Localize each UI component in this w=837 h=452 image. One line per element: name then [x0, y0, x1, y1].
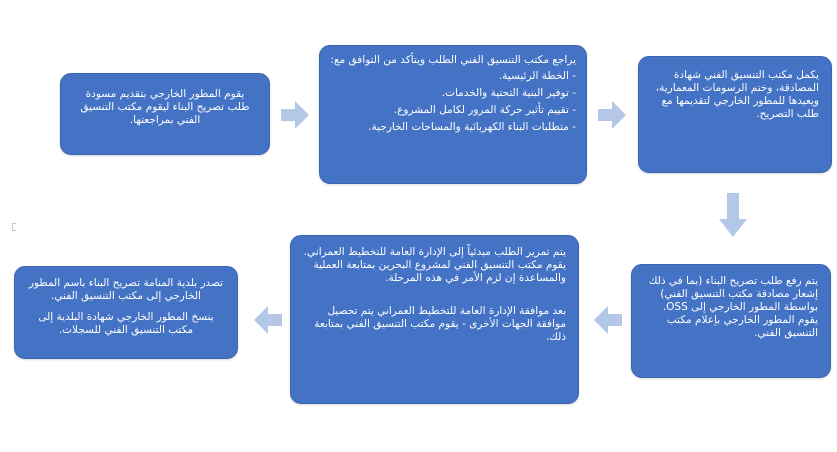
step2-box	[319, 45, 587, 184]
step4-box	[631, 264, 831, 378]
step2-item-4: - متطلبات البناء الكهربائية والمساحات الخارجية.	[368, 121, 576, 133]
step1-text: يقوم المطور الخارجي بتقديم مسودة طلب تصريح البناء ليقوم مكتب التنسيق الفني بمراجعتها.	[80, 88, 250, 126]
step5-para1: يتم تمرير الطلب مبدئياً إلى الإدارة العامة للتخطيط العمراني. يقوم مكتب التنسيق الفني لمشروع البحرين بمتابعة العملية والمساعدة إن لزم الأمر في هذه المرحلة.	[303, 246, 566, 284]
step2-item-3: - تقييم تأثير حركة المرور لكامل المشروع.	[393, 104, 576, 116]
step4-text: يتم رفع طلب تصريح البناء (بما في ذلك إشعار مصادقة مكتب التنسيق الفني) بواسطة المطور الخارجي إلى OSS. يقوم المطور الخارجي بإعلام مكتب التنسيق الفني.	[648, 275, 818, 339]
step3-box	[638, 56, 832, 173]
arrow-step4-to-step5	[594, 306, 622, 334]
page-edge-marker	[12, 223, 16, 231]
arrow-step3-to-step4	[719, 193, 747, 237]
arrow-step1-to-step2	[281, 101, 309, 129]
step2-item-1: - الخطة الرئيسية.	[498, 70, 576, 82]
step2-item-2: - توفير البنية التحتية والخدمات.	[441, 87, 576, 99]
step2-intro: يراجع مكتب التنسيق الفني الطلب ويتأكد من التوافق مع:	[330, 54, 576, 66]
step5-box	[290, 235, 579, 404]
arrow-step5-to-step6	[254, 306, 282, 334]
step6-box	[14, 266, 238, 359]
step6-para2: ينسخ المطور الخارجي شهادة البلدية إلى مكتب التنسيق الفني للسجلات.	[38, 311, 214, 336]
step3-text: يكمل مكتب التنسيق الفني شهادة المصادقة، وختم الرسومات المعمارية، ويعيدها للمطور الخارجي لتقديمها مع طلب التصريح.	[655, 69, 819, 120]
step6-para1: تصدر بلدية المنامة تصريح البناء باسم المطور الخارجي إلى مكتب التنسيق الفني.	[28, 277, 224, 302]
step5-para2: بعد موافقة الإدارة العامة للتخطيط العمراني يتم تحصيل موافقة الجهات الأخرى - يقوم مكتب التنسيق الفني بمتابعة ذلك.	[314, 305, 566, 343]
step1-box	[60, 73, 270, 155]
arrow-step2-to-step3	[598, 101, 626, 129]
